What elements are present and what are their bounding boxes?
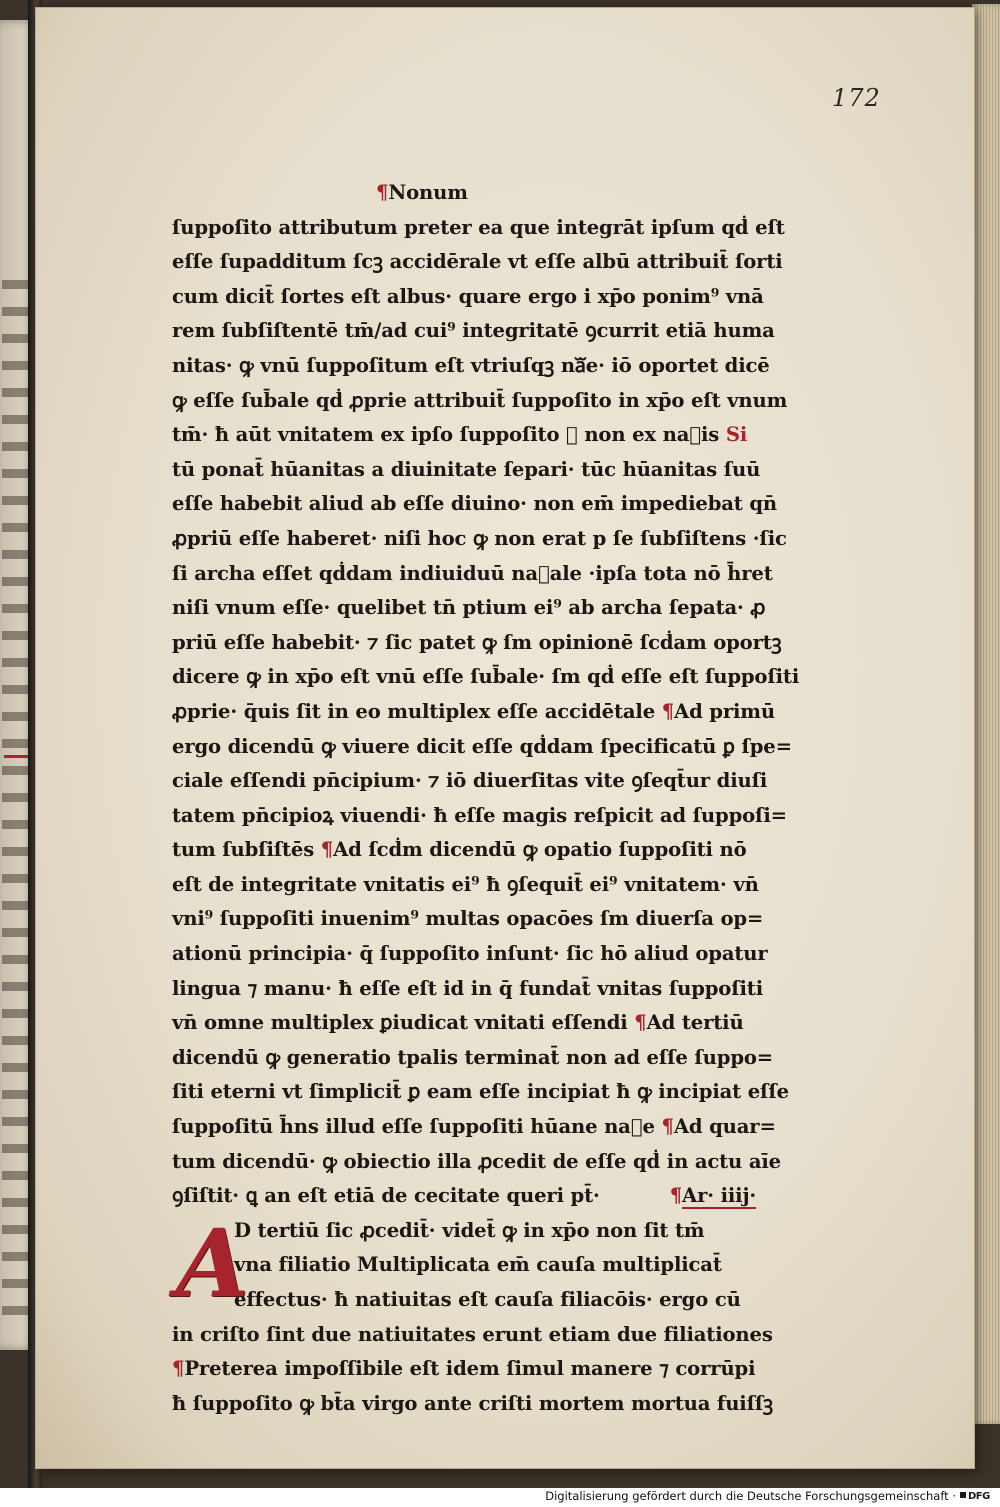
pilcrow-mark: ¶ xyxy=(172,1357,185,1381)
text-line: ergo dicendū ꝙ viuere dicit eſſe qḋdam ſpecificatū ꝑ ſpe= xyxy=(172,734,792,758)
article-heading: Ar· iiij· xyxy=(682,1184,757,1208)
pilcrow-mark: ¶ xyxy=(661,699,675,723)
funding-credit: Digitalisierung gefördert durch die Deutsche Forschungsgemeinschaft · xyxy=(545,1489,956,1503)
text-line: eſſe habebit aliud ab eſſe diuino· non em̄ impediebat qn̄ xyxy=(172,492,778,516)
text-line: dicere ꝙ in xp̄o eſt vnū eſſe ſub̄ale· ſm qḋ eſſe eſt ſuppoſiti xyxy=(172,665,800,689)
folio-number: 172 xyxy=(832,84,881,112)
heading-text: Nonum xyxy=(388,181,468,204)
text-line: ationū principia· q̄ ſuppoſito inſunt· ſic hō aliud opatur xyxy=(172,942,768,966)
article-opening xyxy=(172,1208,752,1319)
rubric-ad-quartum: Ad quar= xyxy=(673,1115,776,1139)
section-heading xyxy=(172,176,752,211)
text-line: tatem pn̄cipioꝝ viuendi· ħ eſſe magis reſpicit ad ſuppoſi= xyxy=(172,803,787,827)
text-segment: ſuppoſitū h̄ns illud eſſe ſuppoſiti hūane naᷓe xyxy=(172,1115,655,1139)
text-line xyxy=(172,1352,756,1387)
text-line: ſiti eterni vt ſimplicit̄ ꝑ eam eſſe incipiat ħ ꝙ incipiat eſſe xyxy=(172,1080,789,1104)
pilcrow-mark: ¶ xyxy=(634,1011,647,1035)
pilcrow-mark: ¶ xyxy=(320,838,334,862)
text-line: ſi archa eſſet qḋdam indiuiduū naᷓale ·ipſa tota nō h̄ret xyxy=(172,561,773,585)
text-segment: vn̄ omne multiplex ꝑiudicat vnitati eſſendi xyxy=(172,1011,628,1035)
pilcrow-mark: ¶ xyxy=(661,1115,674,1139)
text-line: ꝙ eſſe ſub̄ale qḋ ꝓprie attribuit̄ ſuppoſito in xp̄o eſt vnum xyxy=(172,388,788,412)
text-line: in criſto ſint due natiuitates erunt etiam due filiationes xyxy=(172,1322,773,1346)
text-line: priū eſſe habebit· ⁊ ſic patet ꝙ ſm opinionē ſcḋam oportꝫ xyxy=(172,630,782,654)
text-line: ħ ſuppoſito ꝙ bt̄a virgo ante criſti mortem mortua fuiſſꝫ xyxy=(172,1392,774,1415)
initial-capital: A xyxy=(176,1208,249,1319)
text-line: D tertiū ſic ꝓcedit̄· videt̄ ꝙ in xp̄o non ſit tm̄ xyxy=(234,1218,705,1242)
text-line: tum dicendū· ꝙ obiectio illa ꝓcedit de eſſe qḋ in actu aīe xyxy=(172,1149,781,1173)
text-line: effectus· ħ natiuitas eſt cauſa filiacōis· ergo cū xyxy=(234,1288,741,1311)
rubric-si: Si xyxy=(725,423,748,447)
text-line: ciale eſſendi pn̄cipium· ⁊ iō diuerſitas vite ꝯſeqt̄ur diuſi xyxy=(172,769,768,793)
text-line xyxy=(172,1179,757,1214)
text-line xyxy=(172,833,752,868)
text-line: ſuppoſito attributum preter ea que integrāt ipſum qḋ eſt xyxy=(172,215,785,239)
pilcrow-mark: ¶ xyxy=(669,1184,683,1208)
fore-edge-pages xyxy=(972,4,1000,1424)
text-line: eſſe ſupadditum ſcꝫ accidērale vt eſſe albū attribuit̄ ſorti xyxy=(172,250,783,274)
text-segment: ꝓprie· q̄uis ſit in eo multiplex eſſe accidētale xyxy=(172,699,656,723)
text-line xyxy=(172,1110,776,1145)
text-segment: tum ſubſiſtēs xyxy=(172,838,315,862)
rubric-ad-secundum: Ad ſcḋm dicendū ꝙ opatio ſuppoſiti nō xyxy=(333,838,747,862)
dfg-logo: DFG xyxy=(960,1490,994,1504)
text-line: dicendū ꝙ generatio tpalis terminat̄ non ad eſſe ſuppo= xyxy=(172,1045,774,1069)
text-segment: Preterea impoſſibile eſt idem ſimul manere ⁊ corrūpi xyxy=(184,1357,756,1381)
text-line xyxy=(172,418,752,453)
text-line xyxy=(172,1006,752,1041)
text-segment: tm̄· ħ aūt vnitatem ex ipſo ſuppoſito ⁊ non ex naᷓis xyxy=(172,423,720,447)
text-line: rem ſubſiſtentē tm̄/ad cui⁹ integritatē ꝯcurrit etiā huma xyxy=(172,319,775,343)
text-line: vni⁹ ſuppoſiti inuenim⁹ multas opacōes ſm diuerſa op= xyxy=(172,907,764,931)
text-segment: ꝯſiſtit· ꝗ an eſt etiā de cecitate queri pt̄· xyxy=(172,1184,600,1208)
text-line: ꝓpriū eſſe haberet· niſi hoc ꝙ non erat p ſe ſubſiſtens ·ſic xyxy=(172,526,787,550)
text-line: eſt de integritate vnitatis ei⁹ ħ ꝯſequit̄ ei⁹ vnitatem· vn̄ xyxy=(172,872,759,896)
pilcrow-mark: ¶ xyxy=(376,181,389,204)
rubric-ad-primum: Ad primū xyxy=(674,699,775,723)
text-line: tū ponat̄ hūanitas a diuinitate ſepari· tūc hūanitas ſuū xyxy=(172,457,761,481)
text-line: niſi vnum eſſe· quelibet tn̄ ptium ei⁹ ab archa ſepata· ꝓ xyxy=(172,596,766,620)
text-line xyxy=(172,695,775,730)
rubric-ad-tertium: Ad tertiū xyxy=(646,1011,744,1035)
text-line: vna filiatio Multiplicata em̄ cauſa multiplicat̄ xyxy=(234,1253,722,1277)
text-column xyxy=(172,176,800,1422)
text-line: cum dicit̄ ſortes eſt albus· quare ergo i xp̄o ponim⁹ vnā xyxy=(172,284,764,308)
text-line: nitas· ꝙ vnū ſuppoſitum eſt vtriuſqꝫ naᷓe· iō oportet dicē xyxy=(172,353,770,377)
text-line: lingua ⁊ manu· ħ eſſe eſt id in q̄ fundat̄ vnitas ſuppoſiti xyxy=(172,976,763,1000)
initial-lines xyxy=(234,1214,752,1318)
